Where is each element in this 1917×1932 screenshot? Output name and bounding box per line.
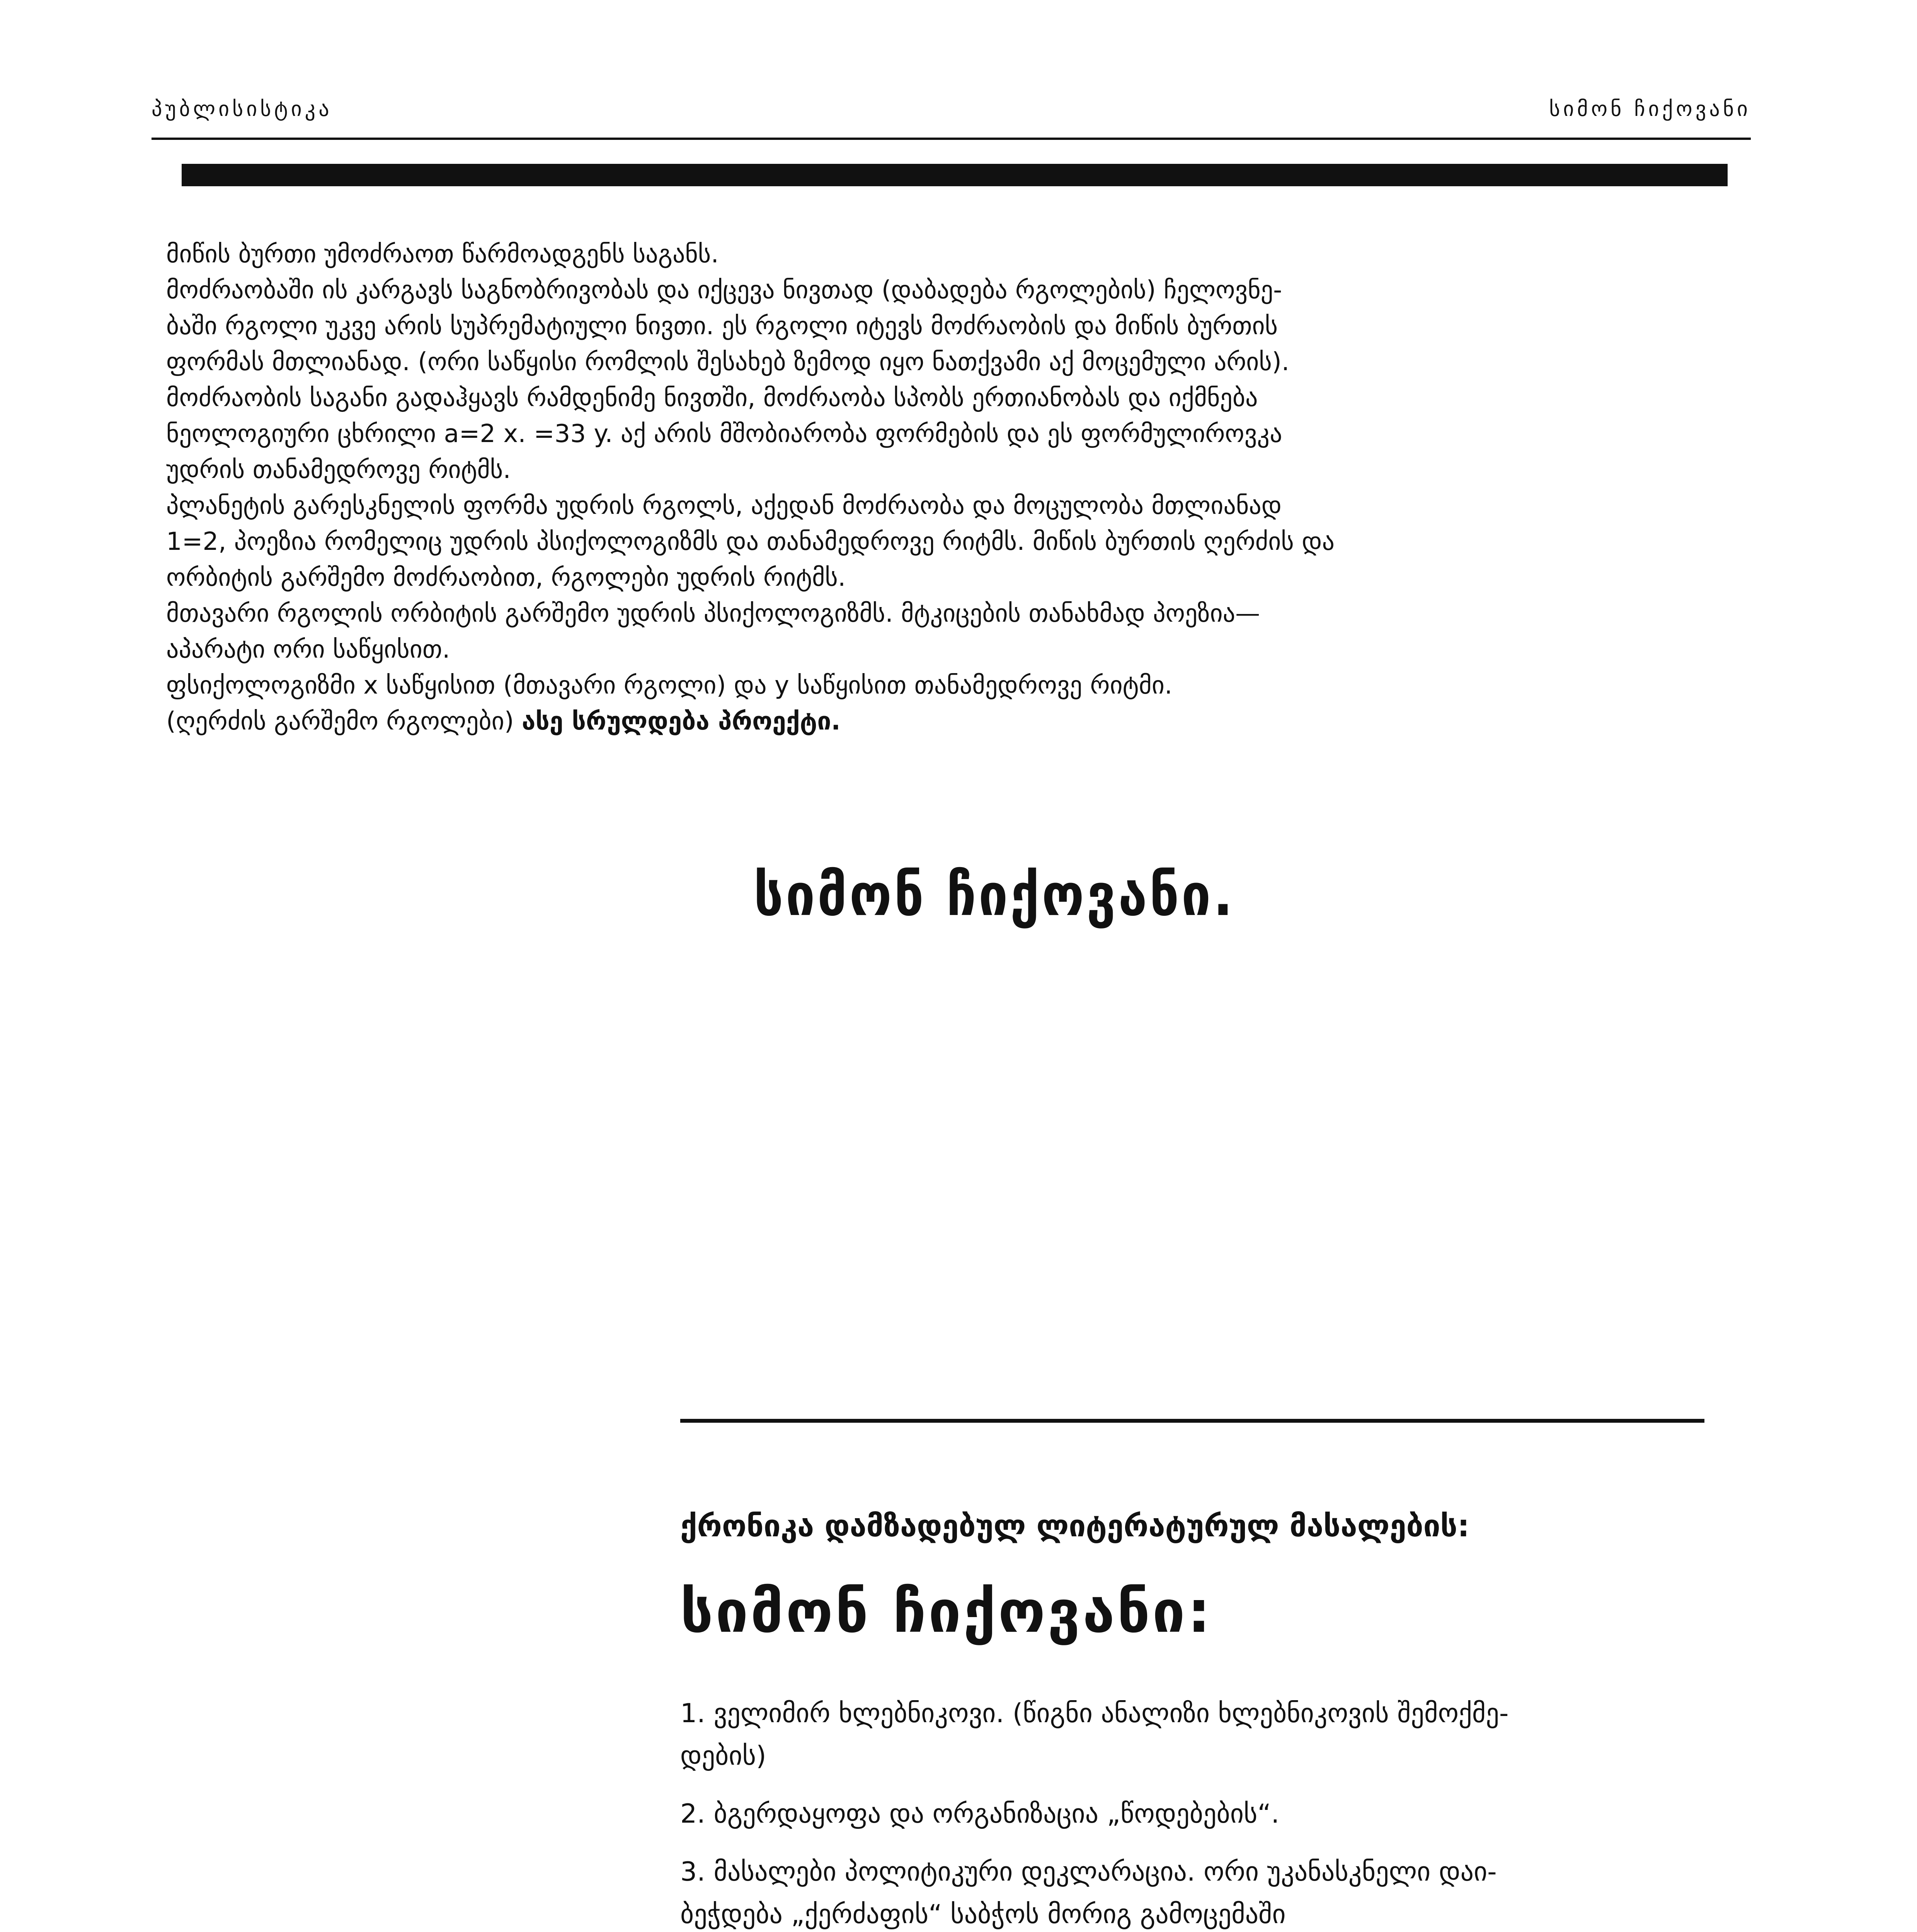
list-item-continuation: დების) bbox=[680, 1741, 766, 1771]
body-line: მთავარი რგოლის ორბიტის გარშემო უდრის პსიქოლოგიზმს. მტკიცების თანახმად პოეზია— bbox=[166, 599, 1260, 628]
body-text bbox=[166, 236, 1697, 740]
body-line: ფსიქოლოგიზმი x საწყისით (მთავარი რგოლი) და y საწყისით თანამედროვე რიტმი. bbox=[166, 671, 1173, 700]
section-divider bbox=[680, 1419, 1704, 1423]
body-line: მიწის ბურთი უმოძრაოთ წარმოადგენს საგანს. bbox=[166, 240, 719, 269]
chronicle-author: სიმონ ჩიქოვანი: bbox=[680, 1578, 1213, 1646]
body-line: პლანეტის გარესკნელის ფორმა უდრის რგოლს, აქედან მოძრაობა და მოცულობა მთლიანად bbox=[166, 492, 1282, 520]
chronicle-title: ქრონიკა დამზადებულ ლიტერატურულ მასალების: bbox=[680, 1509, 1470, 1544]
running-header-author: სიმონ ჩიქოვანი bbox=[1549, 97, 1751, 121]
body-line: აპარატი ორი საწყისით. bbox=[166, 635, 450, 664]
body-line: ფორმას მთლიანად. (ორი საწყისი რომლის შესახებ ზემოდ იყო ნათქვამი აქ მოცემული არის). bbox=[166, 348, 1290, 376]
header-rule-thin bbox=[152, 138, 1751, 140]
body-line: 1=2, პოეზია რომელიც უდრის პსიქოლოგიზმს და თანამედროვე რიტმს. მიწის ბურთის ღერძის და bbox=[166, 527, 1335, 556]
project-closing-phrase: ასე სრულდება პროექტი. bbox=[522, 707, 841, 736]
body-line: ორბიტის გარშემო მოძრაობით, რგოლები უდრის რიტმს. bbox=[166, 563, 846, 592]
body-line: მოძრაობის საგანი გადაჰყავს რამდენიმე ნივთში, მოძრაობა სპობს ერთიანობას და იქმნება bbox=[166, 384, 1258, 412]
body-line: ნეოლოგიური ცხრილი a=2 x. =33 y. აქ არის მშობიარობა ფორმების და ეს ფორმულიროვკა bbox=[166, 420, 1282, 448]
body-line: ბაში რგოლი უკვე არის სუპრემატიული ნივთი. ეს რგოლი იტევს მოძრაობის და მიწის ბურთის bbox=[166, 312, 1278, 340]
body-line: უდრის თანამედროვე რიტმს. bbox=[166, 456, 511, 484]
list-item: 2. ბგერდაყოფა და ორგანიზაცია „წოდებების“. bbox=[680, 1799, 1280, 1829]
body-line: (ღერძის გარშემო რგოლები) ასე სრულდება პროექტი. bbox=[166, 707, 841, 736]
signature-top: სიმონ ჩიქოვანი. bbox=[754, 862, 1235, 929]
list-item: 3. მასალები პოლიტიკური დეკლარაცია. ორი უკანასკნელი დაი- bbox=[680, 1857, 1497, 1887]
list-item: 1. ველიმირ ხლებნიკოვი. (წიგნი ანალიზი ხლებნიკოვის შემოქმე- bbox=[680, 1698, 1509, 1729]
body-line: მოძრაობაში ის კარგავს საგნობრივობას და იქცევა ნივთად (დაბადება რგოლების) ჩელოვნე- bbox=[166, 276, 1282, 304]
list-item-continuation: ბეჭდება „ქერძაფის“ საბჭოს მორიგ გამოცემაში bbox=[680, 1899, 1286, 1930]
chronicle-list bbox=[680, 1692, 1724, 1932]
header-rule-thick bbox=[182, 164, 1728, 186]
running-header-section: პუბლისისტიკა bbox=[152, 97, 332, 121]
